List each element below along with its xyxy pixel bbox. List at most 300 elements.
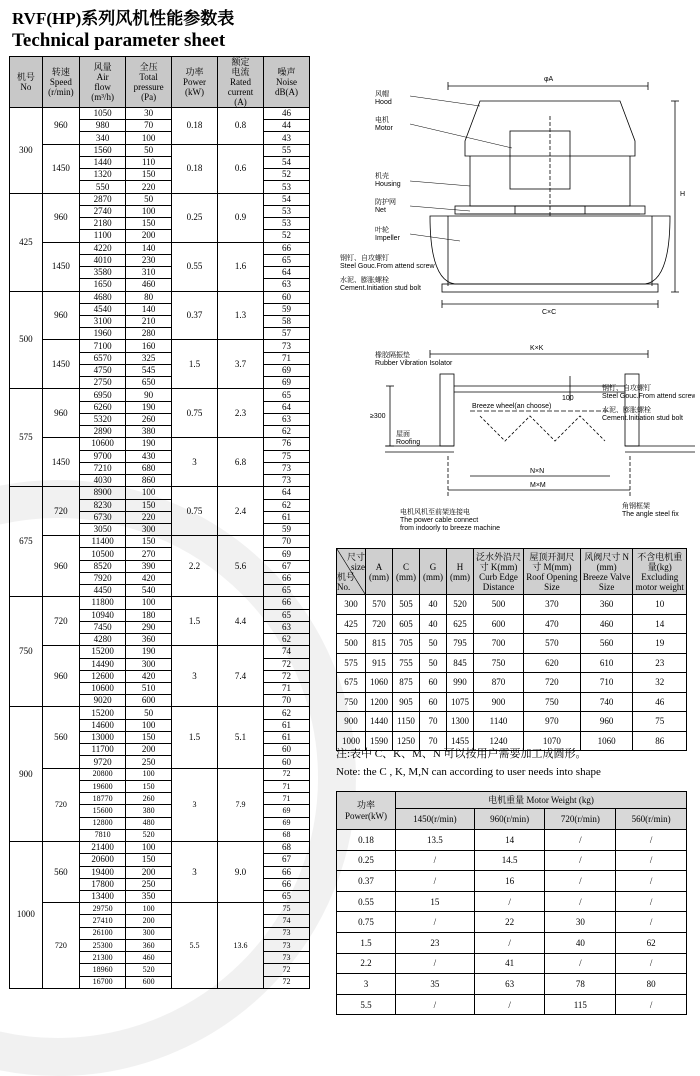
- noise-cell: 43: [263, 132, 309, 144]
- label-roofing-en: Roofing: [396, 439, 421, 446]
- pressure-cell: 100: [126, 597, 172, 609]
- noise-cell: 73: [263, 952, 309, 964]
- airflow-cell: 11700: [80, 744, 126, 756]
- current-cell: 5.1: [218, 707, 264, 768]
- pressure-cell: 230: [126, 254, 172, 266]
- power-cell: 3: [172, 438, 218, 487]
- performance-row: [10, 389, 310, 401]
- dimension-model-cell: 500: [337, 634, 366, 654]
- dimension-table: [336, 548, 687, 751]
- pressure-cell: 110: [126, 156, 172, 168]
- dimension-header-line: (mm): [596, 561, 617, 572]
- dimension-value-cell: 625: [447, 614, 474, 634]
- speed-cell: 720: [42, 768, 80, 841]
- current-cell: 13.6: [218, 903, 264, 989]
- airflow-cell: 21300: [80, 952, 126, 964]
- pressure-cell: 380: [126, 426, 172, 438]
- performance-row: [10, 242, 310, 254]
- noise-cell: 66: [263, 878, 309, 890]
- model-no-cell: 675: [10, 487, 43, 597]
- airflow-cell: 5320: [80, 413, 126, 425]
- performance-row: [10, 193, 310, 205]
- model-no-cell: 750: [10, 597, 43, 707]
- performance-header-line: (kW): [185, 87, 205, 97]
- noise-cell: 74: [263, 915, 309, 927]
- noise-cell: 67: [263, 854, 309, 866]
- airflow-cell: 4280: [80, 634, 126, 646]
- dimension-value-cell: 46: [633, 692, 687, 712]
- dimension-header-line: Distance: [482, 581, 515, 592]
- label-angle-en: The angle steel fix: [622, 511, 679, 518]
- dimension-value-cell: 19: [633, 634, 687, 654]
- label-bolt-cn-2: 水泥、膨胀螺栓: [602, 407, 651, 414]
- pressure-cell: 360: [126, 634, 172, 646]
- pressure-cell: 150: [126, 854, 172, 866]
- noise-cell: 69: [263, 548, 309, 560]
- pressure-cell: 150: [126, 218, 172, 230]
- dimension-header-col-7: [633, 549, 687, 595]
- performance-table-body: [10, 108, 310, 989]
- weight-value-cell: 41: [474, 953, 545, 974]
- dimension-header-line: C: [402, 561, 409, 572]
- noise-cell: 65: [263, 891, 309, 903]
- weight-value-cell: 35: [396, 974, 475, 995]
- airflow-cell: 9720: [80, 756, 126, 768]
- dimension-header-line: Size: [598, 581, 615, 592]
- label-breeze-wheel: Breeze wheel(an choose): [472, 403, 552, 410]
- speed-cell: 1450: [42, 144, 80, 193]
- dimension-model-cell: 750: [337, 692, 366, 712]
- weight-row: [337, 891, 687, 912]
- weight-value-cell: 80: [616, 974, 687, 995]
- weight-value-cell: 30: [545, 912, 616, 933]
- airflow-cell: 10500: [80, 548, 126, 560]
- current-cell: 5.6: [218, 536, 264, 597]
- current-cell: 4.4: [218, 597, 264, 646]
- pressure-cell: 100: [126, 903, 172, 915]
- weight-power-cell: 0.55: [337, 891, 396, 912]
- noise-cell: 69: [263, 377, 309, 389]
- current-cell: 0.6: [218, 144, 264, 193]
- weight-power-cell: 1.5: [337, 932, 396, 953]
- pressure-cell: 100: [126, 719, 172, 731]
- noise-cell: 75: [263, 903, 309, 915]
- pressure-cell: 50: [126, 144, 172, 156]
- speed-cell: 720: [42, 903, 80, 989]
- performance-header-line: (A): [234, 97, 247, 107]
- noise-cell: 73: [263, 340, 309, 352]
- model-no-cell: 900: [10, 707, 43, 842]
- airflow-cell: 3100: [80, 315, 126, 327]
- weight-value-cell: /: [474, 994, 545, 1015]
- dimension-value-cell: 50: [420, 653, 447, 673]
- pressure-cell: 50: [126, 193, 172, 205]
- dimension-model-cell: 675: [337, 673, 366, 693]
- airflow-cell: 16700: [80, 976, 126, 988]
- noise-cell: 65: [263, 585, 309, 597]
- pressure-cell: 390: [126, 560, 172, 572]
- performance-row: [10, 108, 310, 120]
- noise-cell: 61: [263, 511, 309, 523]
- performance-header-line: flow: [94, 82, 111, 92]
- noise-cell: 61: [263, 731, 309, 743]
- noise-cell: 65: [263, 389, 309, 401]
- performance-header-line: (m³/h): [91, 92, 114, 102]
- pressure-cell: 260: [126, 793, 172, 805]
- dimension-value-cell: 795: [447, 634, 474, 654]
- noise-cell: 69: [263, 817, 309, 829]
- power-cell: 0.55: [172, 242, 218, 291]
- weight-value-cell: /: [545, 830, 616, 851]
- performance-row: [10, 707, 310, 719]
- dimension-value-cell: 620: [523, 653, 580, 673]
- dimension-value-cell: 1060: [366, 673, 393, 693]
- airflow-cell: 6260: [80, 401, 126, 413]
- airflow-cell: 3580: [80, 267, 126, 279]
- dimension-header-col-4: [474, 549, 524, 595]
- airflow-cell: 1960: [80, 328, 126, 340]
- weight-value-cell: /: [474, 891, 545, 912]
- pressure-cell: 100: [126, 842, 172, 854]
- dimension-model-cell: 300: [337, 595, 366, 615]
- noise-cell: 67: [263, 560, 309, 572]
- pressure-cell: 520: [126, 829, 172, 841]
- performance-row: [10, 903, 310, 915]
- weight-value-cell: /: [396, 994, 475, 1015]
- power-cell: 0.18: [172, 144, 218, 193]
- dimension-value-cell: 1300: [447, 712, 474, 732]
- noise-cell: 53: [263, 218, 309, 230]
- label-rubber-cn: 橡胶隔振垫: [375, 352, 410, 359]
- speed-cell: 560: [42, 707, 80, 768]
- weight-value-cell: 40: [545, 932, 616, 953]
- dimension-header-line: Roof Opening: [526, 571, 578, 582]
- airflow-cell: 14490: [80, 658, 126, 670]
- speed-cell: 960: [42, 291, 80, 340]
- airflow-cell: 21400: [80, 842, 126, 854]
- current-cell: 1.6: [218, 242, 264, 291]
- pressure-cell: 150: [126, 499, 172, 511]
- airflow-cell: 8900: [80, 487, 126, 499]
- weight-value-cell: /: [396, 871, 475, 892]
- pressure-cell: 510: [126, 683, 172, 695]
- weight-power-cell: 2.2: [337, 953, 396, 974]
- label-300: ≥300: [370, 413, 386, 420]
- dimension-value-cell: 1590: [366, 731, 393, 751]
- label-screw-cn-2: 钢钉、自攻螺钉: [602, 385, 651, 392]
- performance-row: [10, 842, 310, 854]
- noise-cell: 63: [263, 279, 309, 291]
- noise-cell: 54: [263, 193, 309, 205]
- airflow-cell: 4220: [80, 242, 126, 254]
- label-angle-cn: 角钢框架: [622, 503, 650, 510]
- label-bolt-cn-1: 水泥、膨胀螺栓: [340, 277, 389, 284]
- dimension-header-size: [337, 549, 366, 595]
- noise-cell: 62: [263, 634, 309, 646]
- dimension-value-cell: 86: [633, 731, 687, 751]
- pressure-cell: 520: [126, 964, 172, 976]
- pressure-cell: 270: [126, 548, 172, 560]
- pressure-cell: 50: [126, 707, 172, 719]
- fan-drawing: [330, 56, 695, 546]
- pressure-cell: 210: [126, 315, 172, 327]
- weight-power-cell: 0.25: [337, 850, 396, 871]
- pressure-cell: 310: [126, 267, 172, 279]
- dimension-value-cell: 990: [447, 673, 474, 693]
- label-cable-cn: 电机风机至前架连接电: [400, 509, 470, 516]
- dimension-header-line: Size: [544, 581, 560, 592]
- pressure-cell: 680: [126, 462, 172, 474]
- performance-table-header: [10, 57, 310, 108]
- noise-cell: 66: [263, 242, 309, 254]
- noise-cell: 64: [263, 267, 309, 279]
- dimension-value-cell: 755: [393, 653, 420, 673]
- pressure-cell: 140: [126, 303, 172, 315]
- pressure-cell: 190: [126, 646, 172, 658]
- pressure-cell: 100: [126, 205, 172, 217]
- noise-cell: 70: [263, 536, 309, 548]
- model-no-cell: 425: [10, 193, 43, 291]
- weight-value-cell: /: [616, 953, 687, 974]
- noise-cell: 60: [263, 744, 309, 756]
- current-cell: 3.7: [218, 340, 264, 389]
- weight-header-power: [337, 792, 396, 830]
- page-title-cn: RVF(HP)系列风机性能参数表: [12, 9, 235, 28]
- airflow-cell: 7920: [80, 572, 126, 584]
- performance-row: [10, 646, 310, 658]
- noise-cell: 72: [263, 658, 309, 670]
- dimension-header-line: Breeze Valve: [582, 571, 631, 582]
- airflow-cell: 10600: [80, 438, 126, 450]
- label-motor-en: Motor: [375, 125, 393, 132]
- noise-cell: 74: [263, 646, 309, 658]
- dimension-value-cell: 915: [366, 653, 393, 673]
- dimension-header-col-0: [366, 549, 393, 595]
- airflow-cell: 550: [80, 181, 126, 193]
- label-motor-cn: 电机: [375, 117, 389, 124]
- weight-row: [337, 871, 687, 892]
- weight-row: [337, 830, 687, 851]
- pressure-cell: 150: [126, 731, 172, 743]
- airflow-cell: 980: [80, 120, 126, 132]
- noise-cell: 72: [263, 768, 309, 780]
- airflow-cell: 2750: [80, 377, 126, 389]
- noise-cell: 72: [263, 670, 309, 682]
- performance-header-line: Air: [96, 72, 109, 82]
- label-nn: N×N: [530, 468, 545, 475]
- noise-cell: 68: [263, 842, 309, 854]
- airflow-cell: 4540: [80, 303, 126, 315]
- performance-table: [9, 56, 310, 989]
- label-steel-gouge-2: Steel Gouc.From attend screw: [602, 393, 695, 400]
- label-cement-1: Cement.Initiation stud bolt: [340, 285, 421, 292]
- weight-value-cell: /: [396, 953, 475, 974]
- label-cable-en: The power cable connect: [400, 517, 479, 524]
- dimension-value-cell: 1455: [447, 731, 474, 751]
- noise-cell: 71: [263, 683, 309, 695]
- dimension-value-cell: 900: [474, 692, 524, 712]
- airflow-cell: 27410: [80, 915, 126, 927]
- dimension-value-cell: 520: [447, 595, 474, 615]
- performance-header-col-4: [172, 57, 218, 108]
- dimension-value-cell: 570: [523, 634, 580, 654]
- airflow-cell: 15200: [80, 707, 126, 719]
- airflow-cell: 1050: [80, 108, 126, 120]
- dimension-value-cell: 10: [633, 595, 687, 615]
- page-title-en: Technical parameter sheet: [12, 30, 226, 51]
- pressure-cell: 100: [126, 768, 172, 780]
- label-rubber-en: Rubber Vibration Isolator: [375, 360, 453, 367]
- airflow-cell: 10940: [80, 609, 126, 621]
- weight-power-cell: 5.5: [337, 994, 396, 1015]
- dimension-value-cell: 1075: [447, 692, 474, 712]
- dimension-header-col-3: [447, 549, 474, 595]
- noise-cell: 53: [263, 205, 309, 217]
- dimension-table-header: [337, 549, 687, 595]
- airflow-cell: 8230: [80, 499, 126, 511]
- pressure-cell: 350: [126, 891, 172, 903]
- power-cell: 0.75: [172, 487, 218, 536]
- pressure-cell: 70: [126, 120, 172, 132]
- weight-speed-header: 960(r/min): [474, 809, 545, 830]
- dimension-value-cell: 75: [633, 712, 687, 732]
- weight-row: [337, 850, 687, 871]
- power-cell: 3: [172, 842, 218, 903]
- noise-cell: 69: [263, 805, 309, 817]
- current-cell: 2.4: [218, 487, 264, 536]
- airflow-cell: 2180: [80, 218, 126, 230]
- noise-cell: 73: [263, 927, 309, 939]
- speed-cell: 1450: [42, 242, 80, 291]
- airflow-cell: 2740: [80, 205, 126, 217]
- weight-value-cell: 15: [396, 891, 475, 912]
- pressure-cell: 200: [126, 915, 172, 927]
- motor-weight-table-body: [337, 830, 687, 1015]
- weight-value-cell: /: [396, 850, 475, 871]
- pressure-cell: 600: [126, 695, 172, 707]
- airflow-cell: 7210: [80, 462, 126, 474]
- dimension-header-no: [337, 572, 365, 592]
- pressure-cell: 200: [126, 866, 172, 878]
- airflow-cell: 13400: [80, 891, 126, 903]
- noise-cell: 52: [263, 230, 309, 242]
- airflow-cell: 340: [80, 132, 126, 144]
- airflow-cell: 9700: [80, 450, 126, 462]
- weight-power-cell: 0.75: [337, 912, 396, 933]
- performance-header-line: 全压: [139, 62, 158, 72]
- weight-row: [337, 994, 687, 1015]
- dimension-header-line: 寸 K(mm): [479, 561, 518, 572]
- airflow-cell: 8520: [80, 560, 126, 572]
- noise-cell: 53: [263, 181, 309, 193]
- noise-cell: 73: [263, 462, 309, 474]
- dimension-value-cell: 1240: [474, 731, 524, 751]
- airflow-cell: 6950: [80, 389, 126, 401]
- airflow-cell: 11400: [80, 536, 126, 548]
- performance-header-line: 电流: [231, 67, 250, 77]
- performance-header-line: 功率: [185, 67, 204, 77]
- performance-header-col-6: [263, 57, 309, 108]
- weight-value-cell: /: [616, 850, 687, 871]
- dimension-header-line: A: [375, 561, 383, 572]
- airflow-cell: 1650: [80, 279, 126, 291]
- speed-cell: 720: [42, 597, 80, 646]
- dimension-value-cell: 870: [474, 673, 524, 693]
- power-cell: 0.75: [172, 389, 218, 438]
- weight-value-cell: /: [545, 871, 616, 892]
- noise-cell: 55: [263, 144, 309, 156]
- noise-cell: 44: [263, 120, 309, 132]
- performance-header-line: Noise: [275, 77, 297, 87]
- label-100: 100: [562, 395, 574, 402]
- dimension-value-cell: 1070: [523, 731, 580, 751]
- airflow-cell: 3050: [80, 523, 126, 535]
- current-cell: 0.8: [218, 108, 264, 145]
- performance-row: [10, 438, 310, 450]
- dimension-value-cell: 32: [633, 673, 687, 693]
- pressure-cell: 150: [126, 536, 172, 548]
- weight-value-cell: 14.5: [474, 850, 545, 871]
- dimension-value-cell: 1440: [366, 712, 393, 732]
- dimension-value-cell: 1250: [393, 731, 420, 751]
- dimension-header-line: 泛水外沿尺: [475, 551, 521, 562]
- noise-cell: 62: [263, 426, 309, 438]
- airflow-cell: 18770: [80, 793, 126, 805]
- dimension-value-cell: 500: [474, 595, 524, 615]
- pressure-cell: 325: [126, 352, 172, 364]
- weight-speed-header: 560(r/min): [616, 809, 687, 830]
- pressure-cell: 140: [126, 242, 172, 254]
- power-cell: 0.37: [172, 291, 218, 340]
- dimension-model-cell: 575: [337, 653, 366, 673]
- pressure-cell: 460: [126, 952, 172, 964]
- dimension-value-cell: 470: [523, 614, 580, 634]
- dimension-header-row: [337, 549, 687, 595]
- dimension-value-cell: 40: [420, 595, 447, 615]
- performance-header-col-2: [80, 57, 126, 108]
- dimension-value-cell: 710: [580, 673, 633, 693]
- airflow-cell: 1320: [80, 169, 126, 181]
- pressure-cell: 150: [126, 169, 172, 181]
- weight-row: [337, 932, 687, 953]
- pressure-cell: 545: [126, 364, 172, 376]
- airflow-cell: 4450: [80, 585, 126, 597]
- weight-value-cell: 23: [396, 932, 475, 953]
- airflow-cell: 2890: [80, 426, 126, 438]
- note-en: Note: the C , K, M,N can according to user needs into shape: [336, 766, 601, 778]
- noise-cell: 65: [263, 254, 309, 266]
- weight-value-cell: /: [616, 891, 687, 912]
- label-mm: M×M: [530, 482, 546, 489]
- noise-cell: 71: [263, 780, 309, 792]
- dimension-header-col-6: [580, 549, 633, 595]
- weight-value-cell: 78: [545, 974, 616, 995]
- model-no-cell: 500: [10, 291, 43, 389]
- label-cable-en2: from indoorly to breeze machine: [400, 525, 500, 532]
- pressure-cell: 860: [126, 475, 172, 487]
- weight-value-cell: /: [474, 932, 545, 953]
- dimension-row: [337, 692, 687, 712]
- pressure-cell: 420: [126, 670, 172, 682]
- speed-cell: 960: [42, 646, 80, 707]
- current-cell: 1.3: [218, 291, 264, 340]
- noise-cell: 70: [263, 695, 309, 707]
- dimension-value-cell: 700: [474, 634, 524, 654]
- dimension-header-size-en: size: [351, 561, 365, 572]
- weight-row: [337, 953, 687, 974]
- noise-cell: 61: [263, 719, 309, 731]
- pressure-cell: 160: [126, 340, 172, 352]
